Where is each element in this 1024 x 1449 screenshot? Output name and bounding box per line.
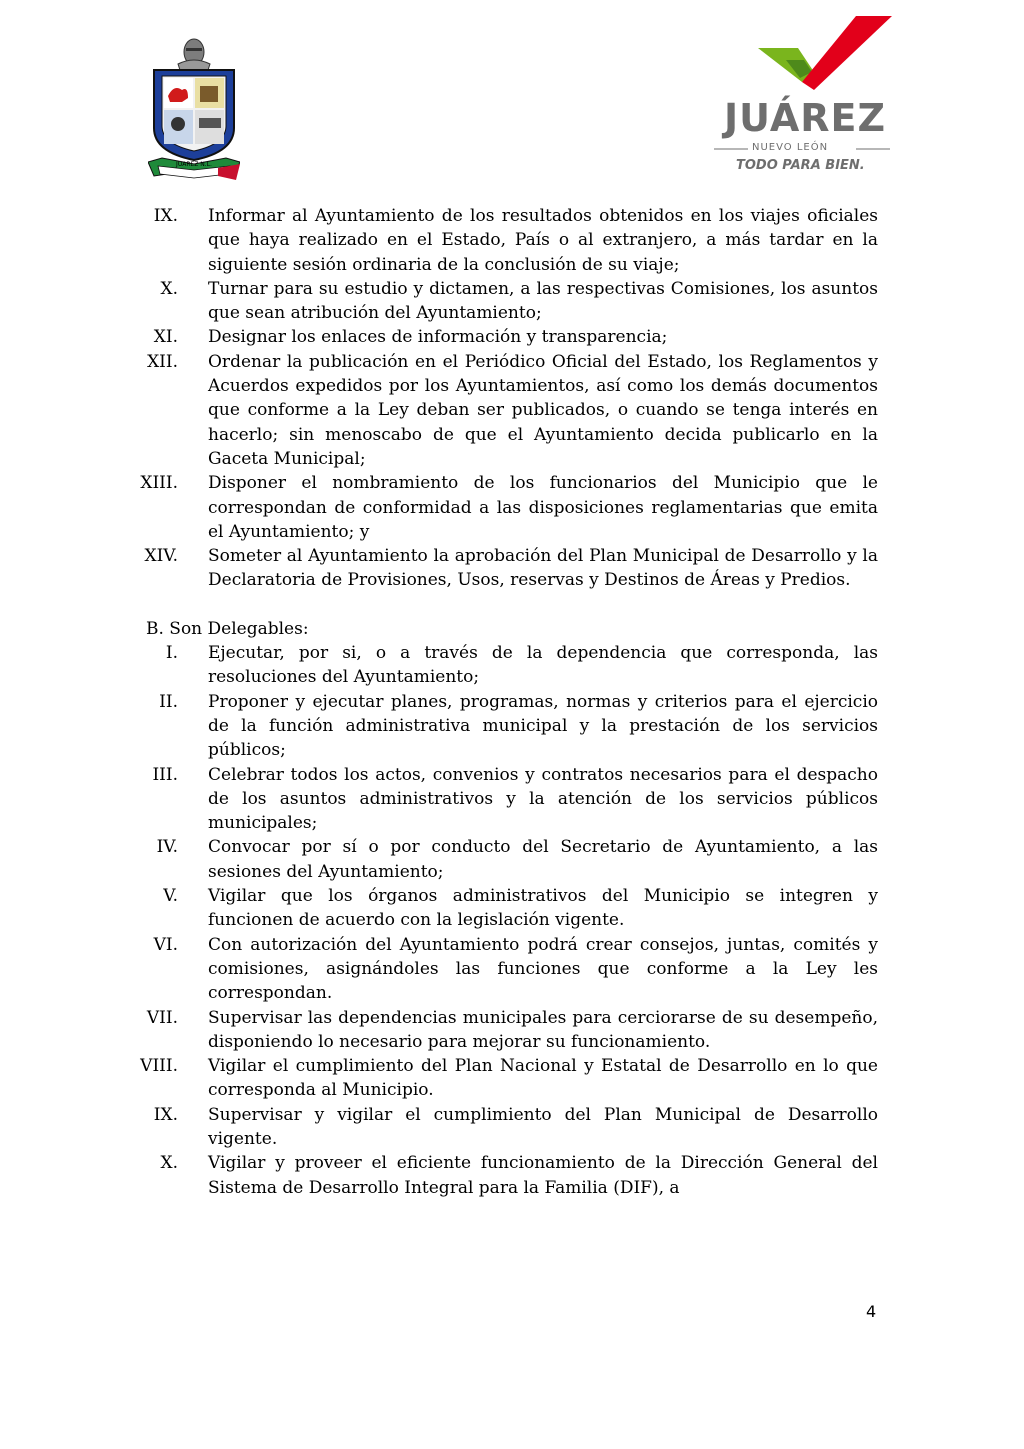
list-item: [0, 933, 1024, 1006]
list-item: [0, 544, 1024, 593]
item-number: X.: [160, 1153, 178, 1174]
item-text: Disponer el nombramiento de los funcionarios del Municipio que le correspondan de conformidad a las disposiciones reglamentarias que emita el Ayuntamiento; y: [208, 473, 878, 542]
list-item: [0, 835, 1024, 884]
divider-line: [856, 148, 890, 150]
item-text: Turnar para su estudio y dictamen, a las respectivas Comisiones, los asuntos que sean atribución del Ayuntamiento;: [208, 278, 878, 324]
list-item: [0, 277, 1024, 326]
item-number: II.: [159, 691, 178, 712]
item-text: Vigilar y proveer el eficiente funcionamiento de la Dirección General del Sistema de Desarrollo Integral para la Familia (DIF), a: [208, 1153, 878, 1198]
item-text: Con autorización del Ayuntamiento podrá crear consejos, juntas, comités y comisiones, asignándoles las funciones que conforme a la Ley les correspondan.: [208, 934, 878, 1004]
item-text: Informar al Ayuntamiento de los resultados obtenidos en los viajes oficiales que haya realizado en el Estado, País o al extranjero, a más tardar en la siguiente sesión ordinaria de la conclusión de su viaje;: [208, 206, 878, 275]
item-text: Proponer y ejecutar planes, programas, normas y criterios para el ejercicio de la función administrativa municipal y la prestación de los servicios públicos;: [208, 691, 878, 761]
list-item: [0, 1103, 1024, 1152]
item-text: Supervisar las dependencias municipales para cerciorarse de su desempeño, disponiendo lo necesario para mejorar su funcionamiento.: [208, 1007, 878, 1052]
item-text: Supervisar y vigilar el cumplimiento del Plan Municipal de Desarrollo vigente.: [208, 1104, 878, 1149]
brand-subtitle: NUEVO LEÓN: [752, 142, 829, 153]
item-number: VI.: [153, 934, 178, 955]
item-number: V.: [163, 886, 178, 907]
item-number: IX.: [153, 206, 178, 226]
brand-slogan: TODO PARA BIEN.: [736, 158, 865, 173]
list-item: [0, 1054, 1024, 1103]
item-number: I.: [165, 643, 178, 664]
list-item: [0, 884, 1024, 933]
item-number: X.: [160, 278, 178, 299]
divider-line: [714, 148, 748, 150]
section-b-title: B. Son Delegables:: [146, 618, 309, 639]
item-number: III.: [152, 764, 178, 785]
list-item: [0, 1151, 1024, 1200]
item-text: Celebrar todos los actos, convenios y contratos necesarios para el despacho de los asuntos administrativos y la atención de los servicios públicos municipales;: [208, 764, 878, 834]
item-text: Ejecutar, por si, o a través de la dependencia que corresponda, las resoluciones del Ayuntamiento;: [208, 643, 878, 688]
item-text: Vigilar el cumplimiento del Plan Nacional y Estatal de Desarrollo en lo que corresponda al Municipio.: [208, 1056, 878, 1101]
item-text: Someter al Ayuntamiento la aprobación del Plan Municipal de Desarrollo y la Declaratoria de Provisiones, Usos, reservas y Destinos de Áreas y Predios.: [208, 546, 878, 591]
item-number: VII.: [146, 1007, 178, 1028]
list-item: [0, 641, 1024, 690]
item-text: Ordenar la publicación en el Periódico Oficial del Estado, los Reglamentos y Acuerdos expedidos por los Ayuntamientos, así como los demás documentos que conforme a la Ley deban ser publicados, o cuando se tenga interés en hacerlo; sin menoscabo de que el Ayuntamiento decida publicarlo en la Gaceta Municipal;: [208, 351, 878, 469]
item-text: Designar los enlaces de información y transparencia;: [208, 327, 668, 348]
list-item: [0, 204, 1024, 277]
list-item: [0, 1006, 1024, 1055]
item-number: IX.: [153, 1104, 178, 1125]
item-text: Convocar por sí o por conducto del Secretario de Ayuntamiento, a las sesiones del Ayuntamiento;: [208, 837, 878, 882]
item-number: XIII.: [140, 473, 178, 494]
item-number: XII.: [147, 351, 178, 372]
item-number: VIII.: [140, 1056, 178, 1077]
crest-label: JUAREZ N.L.: [176, 161, 212, 168]
municipal-crest-logo: [148, 36, 240, 184]
item-text: Vigilar que los órganos administrativos del Municipio se integren y funcionen de acuerdo con la legislación vigente.: [208, 886, 878, 931]
check-mark-icon: [752, 14, 902, 94]
brand-name: JUÁREZ: [724, 96, 887, 140]
list-item: [0, 763, 1024, 836]
list-item: [0, 350, 1024, 471]
list-item: [0, 471, 1024, 544]
item-number: IV.: [156, 837, 178, 858]
document-body: [0, 204, 1024, 1200]
list-item: [0, 325, 1024, 349]
item-number: XIV.: [144, 546, 178, 567]
page-number: 4: [866, 1302, 877, 1321]
juarez-brand-logo: [712, 14, 902, 174]
list-item: [0, 690, 1024, 763]
item-number: XI.: [153, 327, 178, 348]
